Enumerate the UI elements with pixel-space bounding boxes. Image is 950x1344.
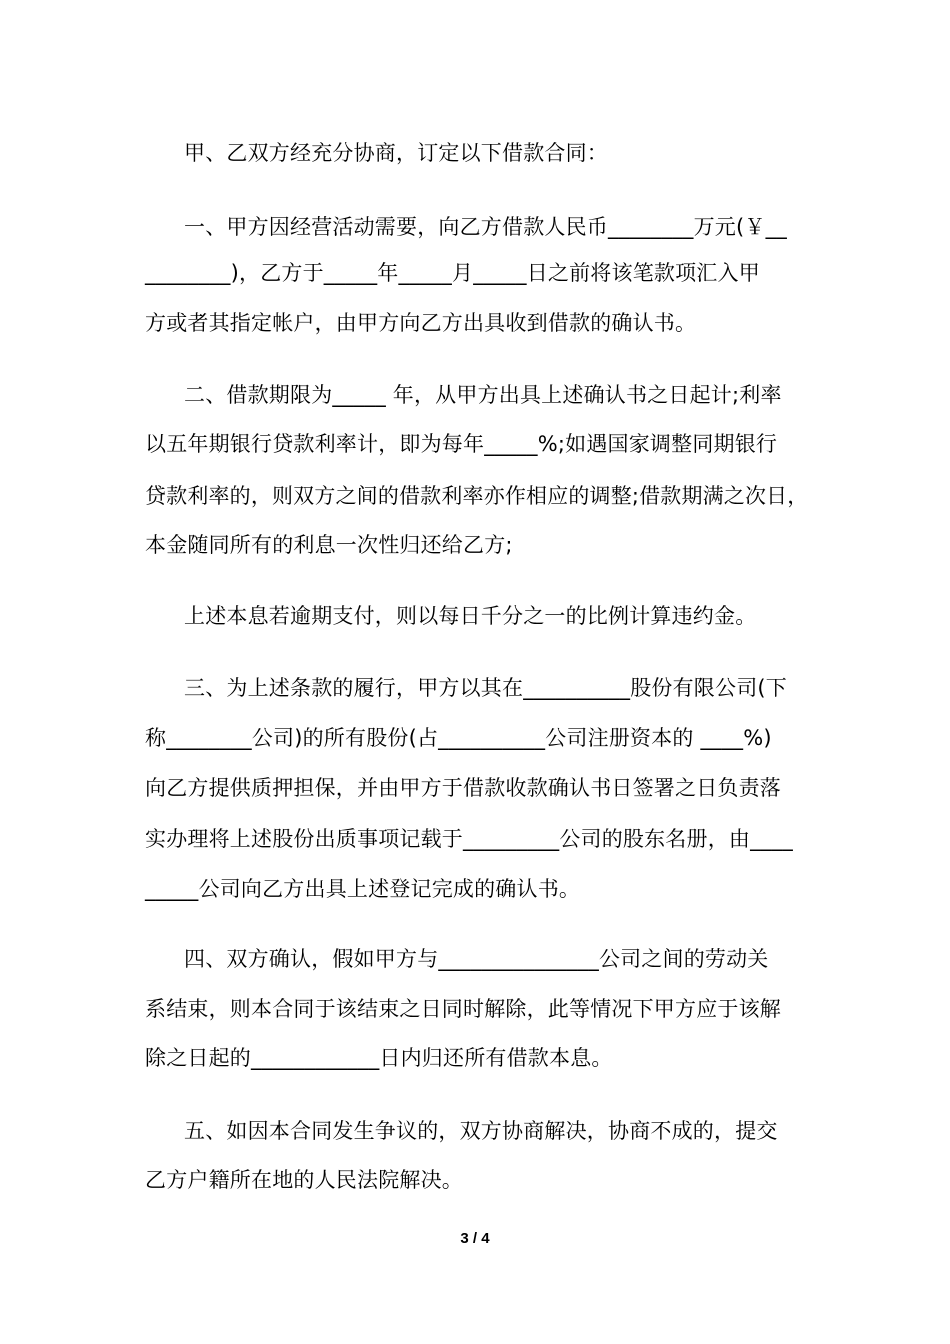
clause-1-line-2: ________)，乙方于_____年_____月_____日之前将该笔款项汇入甲 <box>145 261 760 285</box>
clause-5-line-2: 乙方户籍所在地的人民法院解决。 <box>145 1168 463 1192</box>
clause-3-line-4: 实办理将上述股份出质事项记载于_________公司的股东名册，由____ <box>145 827 793 851</box>
intro-line: 甲、乙双方经充分协商，订定以下借款合同： <box>184 141 608 165</box>
clause-4-line-3: 除之日起的____________日内归还所有借款本息。 <box>145 1046 613 1070</box>
clause-3-line-1: 三、为上述条款的履行，甲方以其在__________股份有限公司(下 <box>184 676 787 700</box>
clause-3-line-3: 向乙方提供质押担保，并由甲方于借款收款确认书日签署之日负责落 <box>145 776 781 800</box>
clause-5-line-1: 五、如因本合同发生争议的，双方协商解决，协商不成的，提交 <box>184 1119 778 1143</box>
clause-2-line-1: 二、借款期限为_____ 年，从甲方出具上述确认书之日起计;利率 <box>184 383 782 407</box>
clause-1-line-3: 方或者其指定帐户，由甲方向乙方出具收到借款的确认书。 <box>145 311 697 335</box>
clause-3-line-5: _____公司向乙方出具上述登记完成的确认书。 <box>145 877 581 901</box>
clause-3-line-2: 称________公司)的所有股份(占__________公司注册资本的 ____%) <box>145 726 772 750</box>
clause-4-line-2: 系结束，则本合同于该结束之日同时解除，此等情况下甲方应于该解 <box>145 997 781 1021</box>
penalty-line: 上述本息若逾期支付，则以每日千分之一的比例计算违约金。 <box>184 604 757 628</box>
clause-2-line-4: 本金随同所有的利息一次性归还给乙方; <box>145 533 513 557</box>
page-number: 3 / 4 <box>460 1230 490 1247</box>
clause-1-line-1: 一、甲方因经营活动需要，向乙方借款人民币________万元(￥__ <box>184 215 787 239</box>
clause-2-line-2: 以五年期银行贷款利率计，即为每年_____%;如遇国家调整同期银行 <box>145 432 778 456</box>
clause-2-line-3: 贷款利率的，则双方之间的借款利率亦作相应的调整;借款期满之次日， <box>145 484 809 508</box>
clause-4-line-1: 四、双方确认，假如甲方与_______________公司之间的劳动关 <box>184 947 769 971</box>
